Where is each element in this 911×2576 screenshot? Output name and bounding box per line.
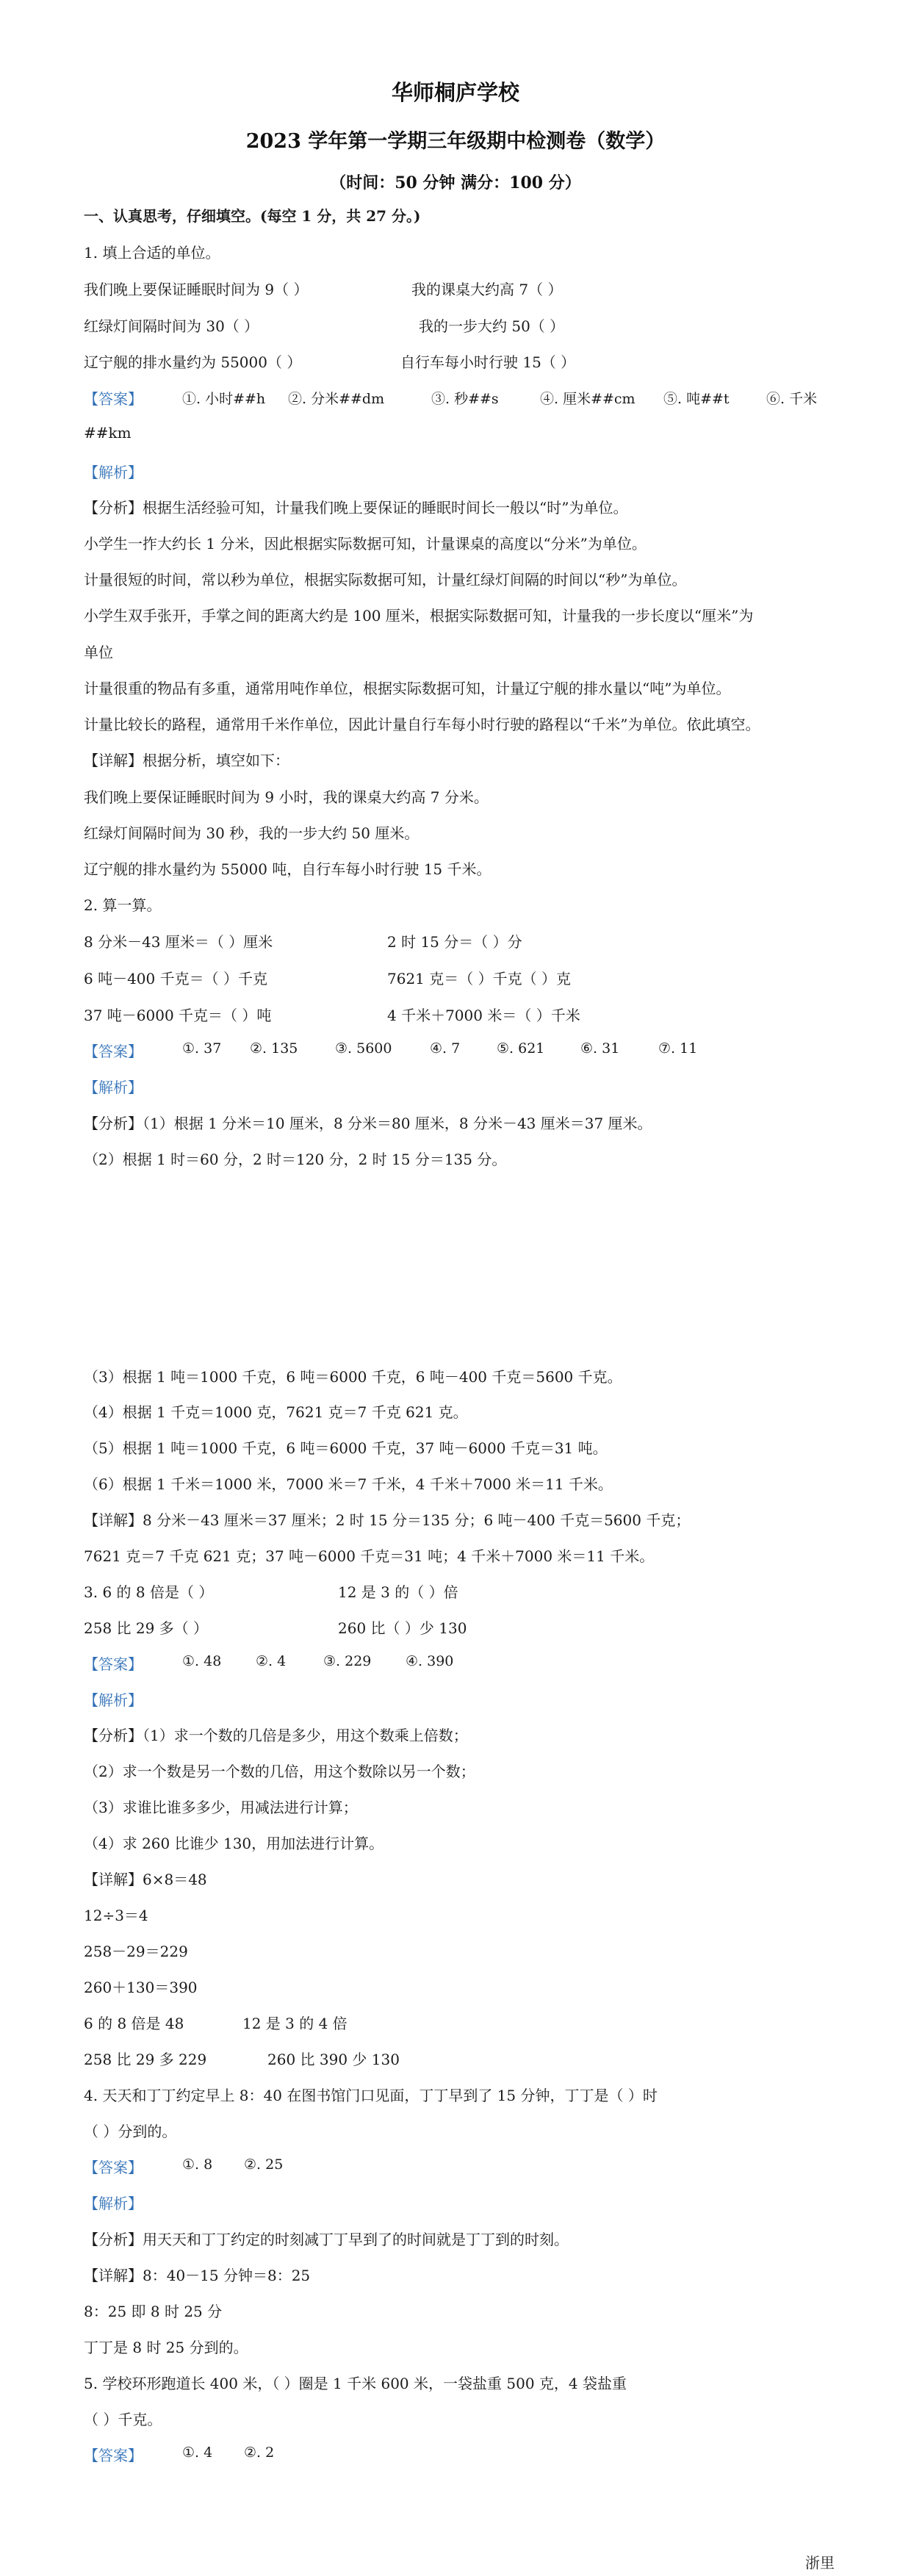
q1-detail-line: 我们晚上要保证睡眠时间为 9 小时，我的课桌大约高 7 分米。 bbox=[84, 788, 489, 806]
q3-answer-2: ②. 4 bbox=[256, 1653, 287, 1669]
q3-summary-2-right: 260 比 390 少 130 bbox=[267, 2051, 400, 2068]
q3-analysis-line: （3）求谁比谁多多少，用减法进行计算； bbox=[84, 1799, 358, 1816]
q5-answer-1: ①. 4 bbox=[182, 2444, 213, 2461]
q1-detail-line: 红绿灯间隔时间为 30 秒，我的一步大约 50 厘米。 bbox=[84, 824, 420, 842]
q2-answer-2: ②. 135 bbox=[250, 1040, 298, 1057]
q4-analysis-line: 【分析】用天天和丁丁约定的时刻减丁丁早到了的时间就是丁丁到的时刻。 bbox=[84, 2231, 569, 2248]
q1-row1-left: 我们晚上要保证睡眠时间为 9（ ） bbox=[84, 281, 309, 298]
q4-detail-line: 丁丁是 8 时 25 分到的。 bbox=[84, 2339, 248, 2356]
q5-answer-2: ②. 2 bbox=[244, 2444, 275, 2461]
q2-analysis-line: （4）根据 1 千克＝1000 克，7621 克＝7 千克 621 克。 bbox=[84, 1403, 468, 1421]
q5-question-line: （ ）千克。 bbox=[84, 2411, 162, 2428]
q1-analysis-line: 小学生一拃大约长 1 分米，因此根据实际数据可知，计量课桌的高度以“分米”为单位。 bbox=[84, 535, 647, 553]
q3-detail-line: 258－29＝229 bbox=[84, 1943, 188, 1960]
q2-row2-right: 7621 克＝（ ）千克（ ）克 bbox=[387, 970, 571, 987]
q1-row3-right: 自行车每小时行驶 15（ ） bbox=[400, 353, 576, 371]
exam-info: （时间：50 分钟 满分：100 分） bbox=[330, 173, 581, 193]
q2-answer-7: ⑦. 11 bbox=[658, 1040, 698, 1057]
q3-answer-4: ④. 390 bbox=[406, 1653, 454, 1669]
q1-answer-1: ①. 小时##h bbox=[182, 391, 266, 407]
q3-answer-3: ③. 229 bbox=[323, 1653, 372, 1669]
q3-analysis-label: 【解析】 bbox=[84, 1691, 143, 1709]
q4-detail-line: 【详解】8：40－15 分钟＝8：25 bbox=[84, 2267, 311, 2284]
q1-answer-5: ⑤. 吨##t bbox=[663, 391, 730, 407]
q2-answer-5: ⑤. 621 bbox=[497, 1040, 545, 1057]
q1-row3-left: 辽宁舰的排水量约为 55000（ ） bbox=[84, 353, 302, 371]
q1-analysis-line: 计量比较长的路程，通常用千米作单位，因此计量自行车每小时行驶的路程以“千米”为单位。依此填空。 bbox=[84, 716, 760, 733]
q2-analysis-line: （6）根据 1 千米＝1000 米，7000 米＝7 千米，4 千米＋7000 米＝11 千米。 bbox=[84, 1475, 613, 1493]
q3-summary-1-left: 6 的 8 倍是 48 bbox=[84, 2015, 184, 2032]
exam-title: 2023 学年第一学期三年级期中检测卷（数学） bbox=[245, 130, 666, 153]
q2-answer-1: ①. 37 bbox=[182, 1040, 222, 1057]
q3-analysis-line: （2）求一个数是另一个数的几倍，用这个数除以另一个数； bbox=[84, 1763, 475, 1780]
q5-answer-label: 【答案】 bbox=[84, 2447, 143, 2464]
q1-analysis-line: 计量很短的时间，常以秒为单位，根据实际数据可知，计量红绿灯间隔的时间以“秒”为单位。 bbox=[84, 571, 687, 589]
q1-analysis-line: 【分析】根据生活经验可知，计量我们晚上要保证的睡眠时间长一般以“时”为单位。 bbox=[84, 499, 628, 517]
q4-detail-line: 8：25 即 8 时 25 分 bbox=[84, 2303, 223, 2320]
q2-analysis-line: （2）根据 1 时＝60 分，2 时＝120 分，2 时 15 分＝135 分。 bbox=[84, 1151, 507, 1168]
q2-row3-left: 37 吨－6000 千克＝（ ）吨 bbox=[84, 1007, 272, 1024]
q1-row2-left: 红绿灯间隔时间为 30（ ） bbox=[84, 317, 259, 335]
q3-answer-label: 【答案】 bbox=[84, 1655, 143, 1673]
q3-row1-right: 12 是 3 的（ ）倍 bbox=[338, 1583, 458, 1601]
q3-row2-left: 258 比 29 多（ ） bbox=[84, 1619, 209, 1637]
q4-question-line: （ ）分到的。 bbox=[84, 2123, 177, 2140]
q2-row3-right: 4 千米＋7000 米＝（ ）千米 bbox=[387, 1007, 580, 1024]
q1-answer-label: 【答案】 bbox=[84, 390, 143, 408]
q1-title: 1. 填上合适的单位。 bbox=[84, 244, 220, 262]
q2-detail-line: 【详解】8 分米－43 厘米＝37 厘米；2 时 15 分＝135 分；6 吨－400 千克＝5600 千克； bbox=[84, 1511, 691, 1529]
school-title: 华师桐庐学校 bbox=[391, 80, 519, 105]
q2-row2-left: 6 吨－400 千克＝（ ）千克 bbox=[84, 970, 267, 987]
q1-answer-4: ④. 厘米##cm bbox=[540, 391, 635, 407]
q1-answer-3: ③. 秒##s bbox=[431, 391, 499, 407]
q3-summary-1-right: 12 是 3 的 4 倍 bbox=[242, 2015, 348, 2032]
q1-detail-title: 【详解】根据分析，填空如下： bbox=[84, 752, 289, 769]
q2-analysis-label: 【解析】 bbox=[84, 1079, 143, 1096]
q3-row1-left: 3. 6 的 8 倍是（ ） bbox=[84, 1583, 214, 1601]
q1-answer-6: ⑥. 千米 bbox=[766, 391, 818, 407]
q2-answer-4: ④. 7 bbox=[430, 1040, 461, 1057]
q4-answer-label: 【答案】 bbox=[84, 2159, 143, 2176]
q2-analysis-line: （5）根据 1 吨＝1000 千克，6 吨＝6000 千克，37 吨－6000 千克＝31 吨。 bbox=[84, 1439, 608, 1457]
q5-question-line: 5. 学校环形跑道长 400 米，（ ）圈是 1 千米 600 米，一袋盐重 500 克，4 袋盐重 bbox=[84, 2375, 627, 2392]
q2-answer-6: ⑥. 31 bbox=[580, 1040, 620, 1057]
q1-analysis-line: 计量很重的物品有多重，通常用吨作单位，根据实际数据可知，计量辽宁舰的排水量以“吨”为单位。 bbox=[84, 680, 731, 697]
q4-analysis-label: 【解析】 bbox=[84, 2195, 143, 2212]
q1-answer-2: ②. 分米##dm bbox=[288, 391, 385, 407]
q2-analysis-line: （3）根据 1 吨＝1000 千克，6 吨＝6000 千克，6 吨－400 千克＝5600 千克。 bbox=[84, 1368, 622, 1386]
q4-answer-1: ①. 8 bbox=[182, 2156, 213, 2173]
q3-analysis-line: （4）求 260 比谁少 130，用加法进行计算。 bbox=[84, 1835, 384, 1852]
q3-answer-1: ①. 48 bbox=[182, 1653, 222, 1669]
q3-detail-line: 12÷3＝4 bbox=[84, 1907, 148, 1924]
q1-analysis-label: 【解析】 bbox=[84, 464, 143, 481]
q4-question-line: 4. 天天和丁丁约定早上 8：40 在图书馆门口见面，丁丁早到了 15 分钟，丁丁是（ ）时 bbox=[84, 2087, 658, 2104]
q2-row1-left: 8 分米－43 厘米＝（ ）厘米 bbox=[84, 933, 273, 951]
page-footer: 浙里 bbox=[805, 2554, 835, 2572]
section-1-title: 一、认真思考，仔细填空。(每空 1 分，共 27 分。) bbox=[84, 207, 421, 225]
q3-detail-line: 260＋130＝390 bbox=[84, 1979, 198, 1996]
q2-answer-label: 【答案】 bbox=[84, 1043, 143, 1060]
q2-row1-right: 2 时 15 分＝（ ）分 bbox=[387, 933, 522, 951]
q1-analysis-line: 小学生双手张开，手掌之间的距离大约是 100 厘米，根据实际数据可知，计量我的一步长度以“厘米”为 bbox=[84, 607, 754, 625]
q1-detail-line: 辽宁舰的排水量约为 55000 吨，自行车每小时行驶 15 千米。 bbox=[84, 860, 491, 878]
q3-summary-2-left: 258 比 29 多 229 bbox=[84, 2051, 207, 2068]
q2-analysis-line: 【分析】（1）根据 1 分米＝10 厘米，8 分米＝80 厘米，8 分米－43 厘米＝37 厘米。 bbox=[84, 1115, 652, 1132]
q1-answer-cont: ##km bbox=[84, 424, 132, 442]
q1-row2-right: 我的一步大约 50（ ） bbox=[419, 317, 565, 335]
q2-title: 2. 算一算。 bbox=[84, 896, 162, 914]
q3-analysis-line: 【分析】（1）求一个数的几倍是多少，用这个数乘上倍数； bbox=[84, 1727, 468, 1744]
q2-answer-3: ③. 5600 bbox=[335, 1040, 392, 1057]
q4-answer-2: ②. 25 bbox=[244, 2156, 284, 2173]
q1-analysis-line: 单位 bbox=[84, 644, 113, 661]
q2-detail-line: 7621 克＝7 千克 621 克；37 吨－6000 千克＝31 吨；4 千米＋7000 米＝11 千米。 bbox=[84, 1547, 655, 1565]
q3-detail-line: 【详解】6×8＝48 bbox=[84, 1871, 207, 1888]
q3-row2-right: 260 比（ ）少 130 bbox=[338, 1619, 467, 1637]
q1-row1-right: 我的课桌大约高 7（ ） bbox=[411, 281, 563, 298]
